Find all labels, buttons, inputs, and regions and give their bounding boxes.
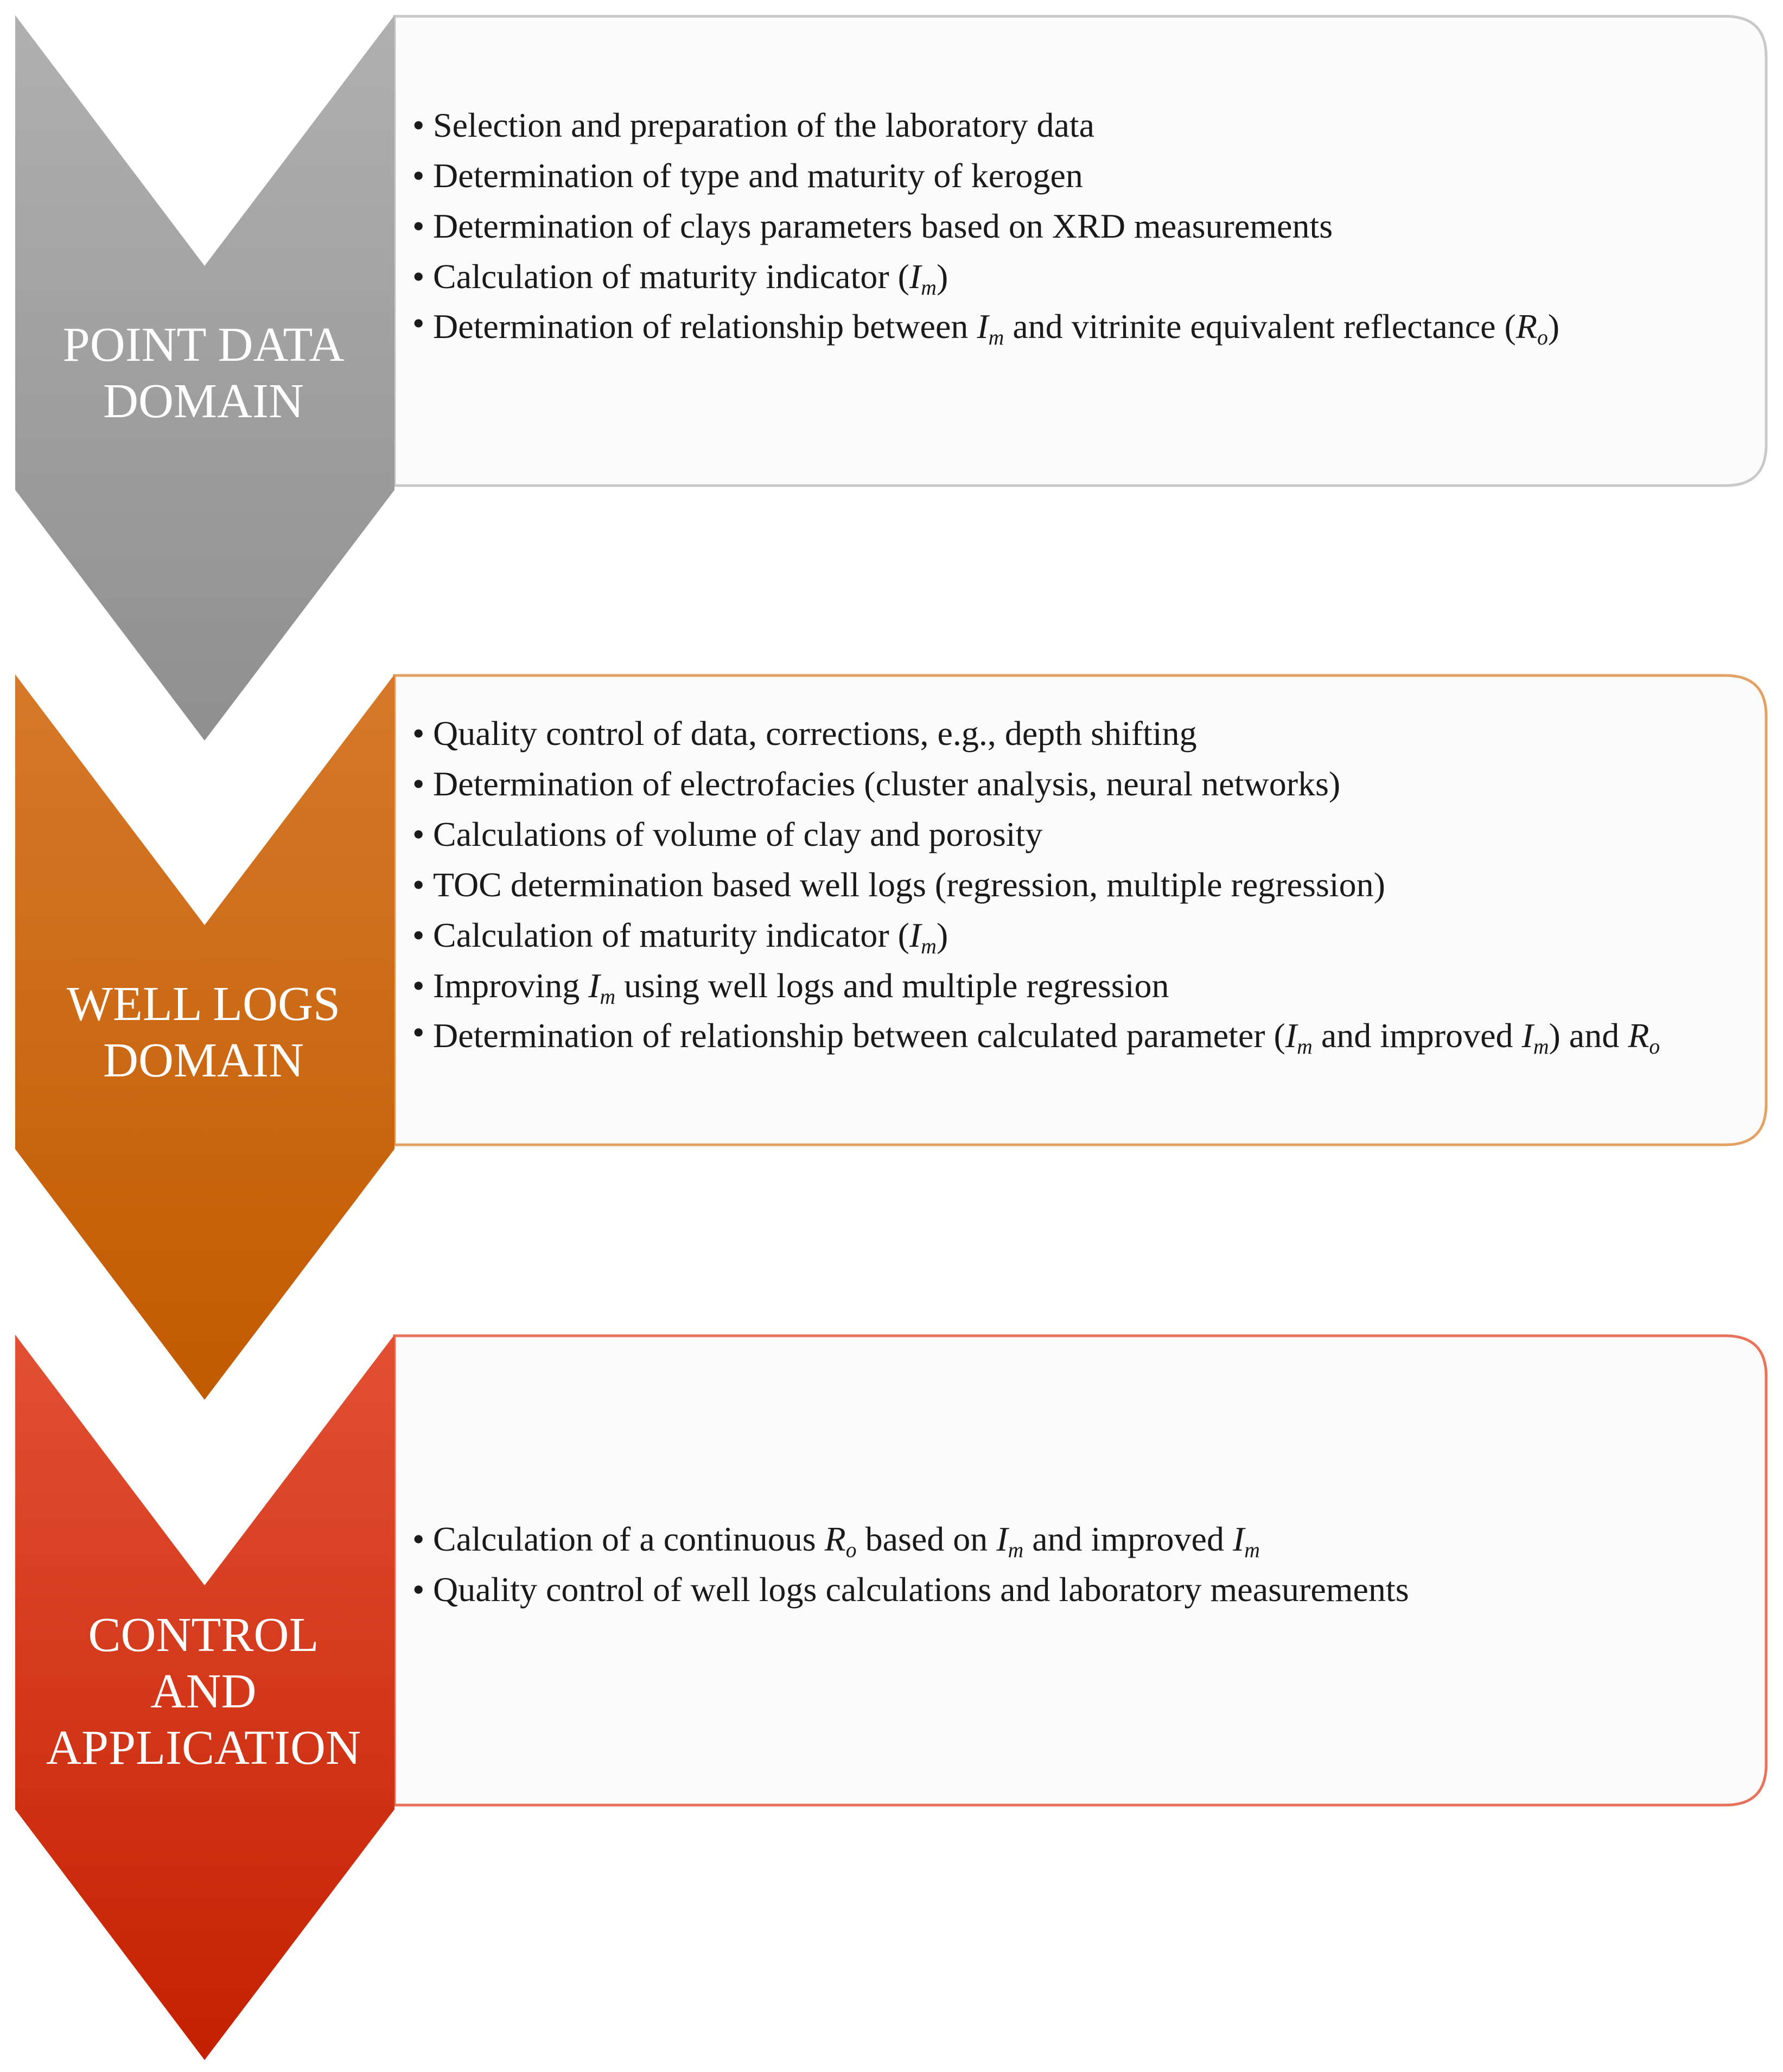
list-item: • Determination of relationship between $I_m$ and vitrinite equivalent reflectance $(R_o)$	[412, 302, 1725, 348]
list-item: • Selection and preparation of the laboratory data	[412, 100, 1725, 150]
list-item: • Determination of clays parameters based on XRD measurements	[412, 201, 1725, 251]
list-item: • Calculation of maturity indicator $(I_m)$	[412, 251, 1725, 302]
point-data-label: POINT DATA DOMAIN	[62, 318, 345, 428]
list-item: • Determination of relationship between calculated parameter ($I_m$ and improved $I_m$) and $R_o$	[412, 1011, 1725, 1057]
list-item: • Calculation of maturity indicator $(I_m)$	[412, 910, 1725, 960]
point-data-items	[412, 100, 1725, 348]
list-item: • Determination of type and maturity of kerogen	[412, 150, 1725, 201]
list-item: • Improving $I_m$ using well logs and multiple regression	[412, 960, 1725, 1011]
list-item: • Quality control of data, corrections, e.g., depth shifting	[412, 708, 1725, 758]
well-logs-items	[412, 708, 1725, 1057]
list-item: • TOC determination based well logs (regression, multiple regression)	[412, 859, 1725, 910]
well-logs-label: WELL LOGS DOMAIN	[66, 977, 341, 1087]
control-application-items	[412, 1514, 1725, 1615]
list-item: • Quality control of well logs calculations and laboratory measurements	[412, 1564, 1725, 1615]
control-application-label: CONTROL AND APPLICATION	[46, 1608, 361, 1775]
list-item: • Calculations of volume of clay and porosity	[412, 809, 1725, 859]
list-item: • Calculation of a continuous $R_o$ based on $I_m$ and improved $I_m$	[412, 1514, 1725, 1564]
list-item: • Determination of electrofacies (cluster analysis, neural networks)	[412, 758, 1725, 809]
